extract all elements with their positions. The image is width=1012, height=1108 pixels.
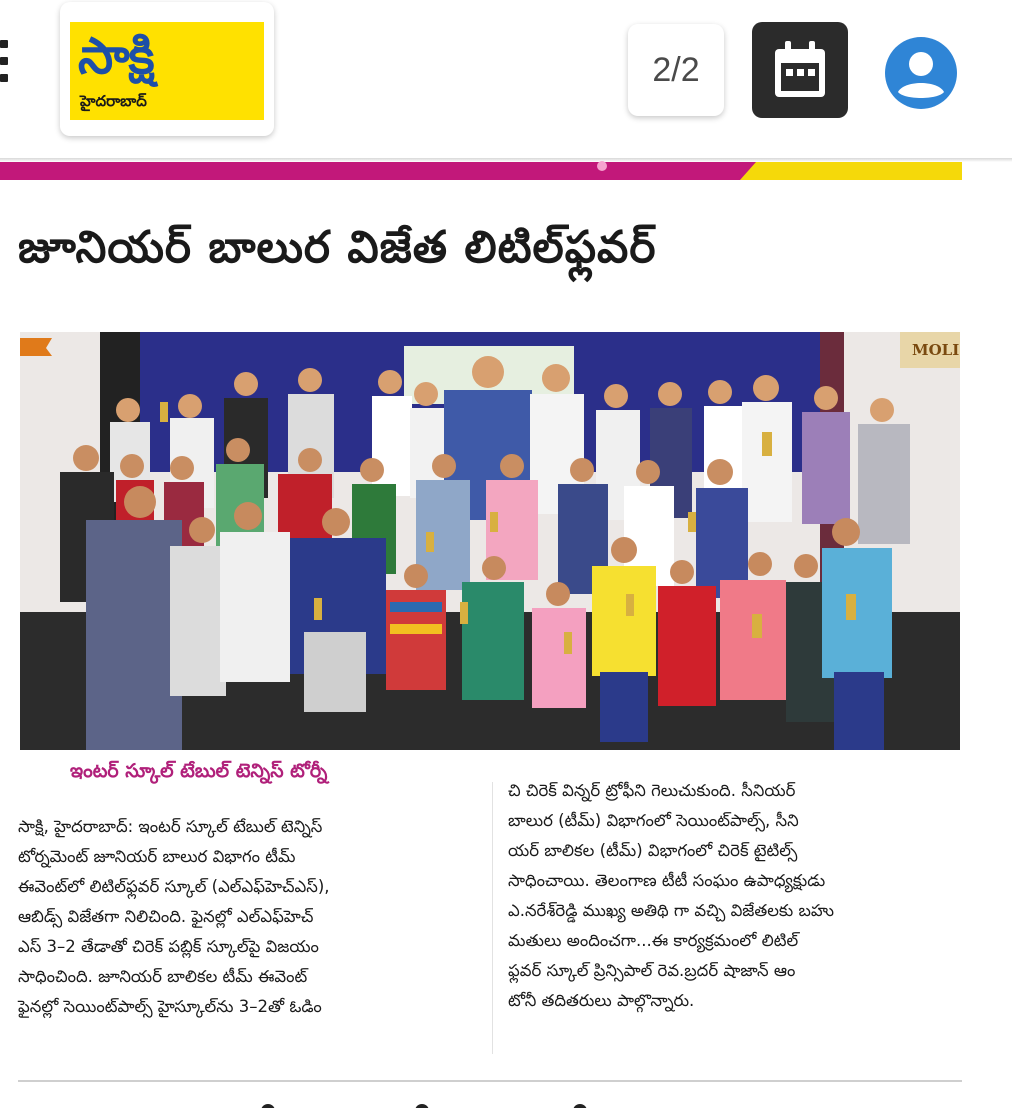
body-line: టోర్నమెంట్‌ జూనియర్‌ బాలుర విభాగం టీమ్‌ — [18, 847, 296, 866]
body-line: ఈవెంట్‌లో లిటిల్‌ఫ్లవర్‌ స్కూల్‌ (ఎల్‌ఎఫ్‌హెచ్‌ఎస్‌), — [18, 877, 330, 896]
calendar-button[interactable] — [752, 22, 848, 118]
newspaper-logo-button[interactable] — [60, 2, 274, 136]
body-line: చి చిరెక్‌ విన్నర్‌ ట్రోఫీని గెలుచుకుంది. సీనియర్‌ — [508, 781, 796, 800]
body-line: ఎ.నరేశ్‌రెడ్డి ముఖ్య అతిథి గా వచ్చి విజేతలకు బహు — [508, 901, 835, 920]
logo-badge — [70, 22, 264, 120]
section-color-band — [0, 158, 962, 184]
page-indicator-button[interactable]: 2/2 — [628, 24, 724, 116]
column-divider — [492, 782, 493, 1054]
article-bottom-rule — [18, 1080, 962, 1082]
body-line: మతులు అందించగా...ఈ కార్యక్రమంలో లిటిల్‌ — [508, 931, 799, 950]
body-line: యర్‌ బాలికల (టీమ్‌) విభాగంలో చిరెక్‌ టైటిల్స్‌ — [508, 841, 798, 860]
body-line: టోనీ తదితరులు పాల్గొన్నారు. — [508, 991, 695, 1010]
article-headline: జూనియర్‌ బాలుర విజేత లిటిల్‌ఫ్లవర్‌ — [18, 222, 657, 273]
body-line: ఎస్‌ 3–2 తేడాతో చిరెక్‌ పబ్లిక్‌ స్కూల్‌పై విజయం — [18, 937, 319, 956]
article-body-right — [508, 776, 966, 1016]
logo-title: సాక్షి — [78, 27, 154, 85]
banner-text: MOLI — [912, 341, 960, 359]
app-bar — [0, 0, 1012, 160]
body-line: సాక్షి, హైదరాబాద్‌: ఇంటర్‌ స్కూల్‌ టేబుల్‌ టెన్నిస్‌ — [18, 817, 323, 836]
body-line: సాధించింది. జూనియర్‌ బాలికల టీమ్‌ ఈవెంట్‌ — [18, 967, 308, 986]
body-line: ఫ్లవర్‌ స్కూల్‌ ప్రిన్సిపాల్‌ రెవ.బ్రదర్‌ షాజాన్‌ ఆం — [508, 961, 796, 980]
body-line: బాలుర (టీమ్‌) విభాగంలో సెయింట్‌పాల్స్‌, సీని — [508, 811, 799, 830]
calendar-icon — [771, 39, 829, 101]
account-circle-icon — [884, 36, 958, 110]
body-line: ఆబిడ్స్‌ విజేతగా నిలిచింది. ఫైనల్లో ఎల్‌ఎఫ్‌హెచ్‌ — [18, 907, 314, 926]
body-line: ఫైనల్లో సెయింట్‌పాల్స్‌ హైస్కూల్‌ను 3–2తో ఓడిం — [18, 997, 322, 1016]
logo-edition: హైదరాబాద్ — [80, 92, 147, 110]
group-photo-illustration — [20, 332, 960, 750]
photo-caption: ఇంటర్‌ స్కూల్‌ టేబుల్‌ టెన్నిస్‌ టోర్నీ — [70, 760, 328, 782]
account-button[interactable] — [884, 36, 958, 110]
more-vert-icon[interactable] — [0, 40, 10, 84]
next-article-peek — [0, 1096, 1012, 1108]
article-body-left — [18, 812, 478, 1022]
article-photo[interactable] — [20, 332, 960, 750]
body-line: సాధించాయి. తెలంగాణ టీటీ సంఘం ఉపాధ్యక్షుడు — [508, 871, 826, 890]
